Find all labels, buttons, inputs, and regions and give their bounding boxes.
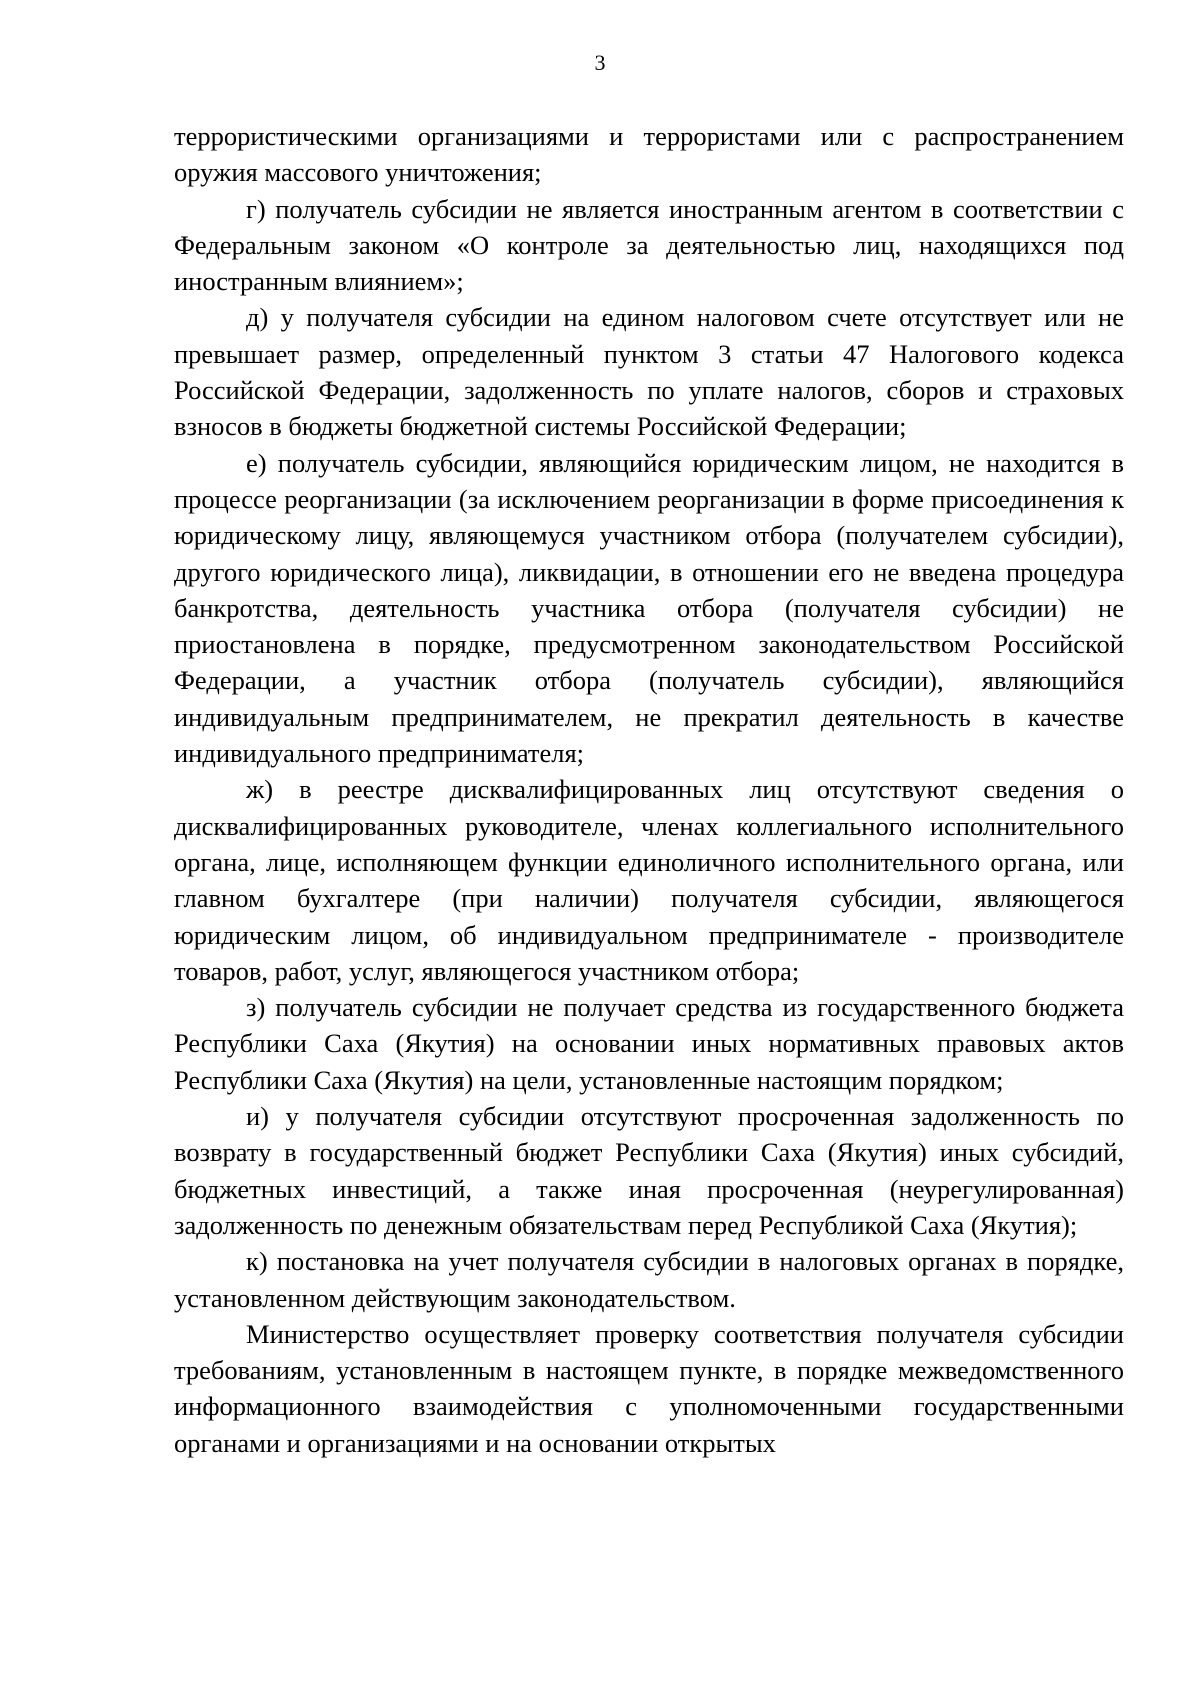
paragraph-item-k: к) постановка на учет получателя субсидии в налоговых органах в порядке, установленном действующим законодательством. xyxy=(174,1246,1124,1313)
paragraph-continuation: террористическими организациями и террористами или с распространением оружия массового уничтожения; xyxy=(174,121,1124,188)
paragraph-ministry-check: Министерство осуществляет проверку соответствия получателя субсидии требованиям, установленным в настоящем пункте, в порядке межведомственного информационного взаимодействия с уполномоченными государственными органами и организациями и на основании открытых xyxy=(174,1318,1124,1458)
page-number: 3 xyxy=(594,50,606,75)
paragraph-item-z: з) получатель субсидии не получает средства из государственного бюджета Республики Саха (Якутия) на основании иных нормативных правовых актов Республики Саха (Якутия) на цели, установленные настоящим порядком; xyxy=(174,992,1124,1095)
paragraph-item-zh: ж) в реестре дисквалифицированных лиц отсутствуют сведения о дисквалифицированных руководителе, членах коллегиального исполнительного органа, лице, исполняющем функции единоличного исполнительного органа, или главном бухгалтере (при наличии) получателя субсидии, являющегося юридическим лицом, об индивидуальном предпринимателе - производителе товаров, работ, услуг, являющегося участником отбора; xyxy=(174,774,1124,986)
paragraph-item-e: е) получатель субсидии, являющийся юридическим лицом, не находится в процессе реорганизации (за исключением реорганизации в форме присоединения к юридическому лицу, являющемуся участником отбора (получателем субсидии), другого юридического лица), ликвидации, в отношении его не введена процедура банкротства, деятельность участника отбора (получателя субсидии) не приостановлена в порядке, предусмотренном законодательством Российской Федерации, а участник отбора (получатель субсидии), являющийся индивидуальным предпринимателем, не прекратил деятельность в качестве индивидуального предпринимателя; xyxy=(174,447,1124,769)
paragraph-item-i: и) у получателя субсидии отсутствуют просроченная задолженность по возврату в государственный бюджет Республики Саха (Якутия) иных субсидий, бюджетных инвестиций, а также иная просроченная (неурегулированная) задолженность по денежным обязательствам перед Республикой Саха (Якутия); xyxy=(174,1101,1124,1240)
paragraph-item-d: д) у получателя субсидии на едином налоговом счете отсутствует или не превышает размер, определенный пунктом 3 статьи 47 Налогового кодекса Российской Федерации, задолженность по уплате налогов, сборов и страховых взносов в бюджеты бюджетной системы Российской Федерации; xyxy=(174,302,1124,442)
document-body xyxy=(174,118,1124,1461)
paragraph-item-g: г) получатель субсидии не является иностранным агентом в соответствии с Федеральным законом «О контроле за деятельностью лиц, находящихся под иностранным влиянием»; xyxy=(174,193,1124,297)
